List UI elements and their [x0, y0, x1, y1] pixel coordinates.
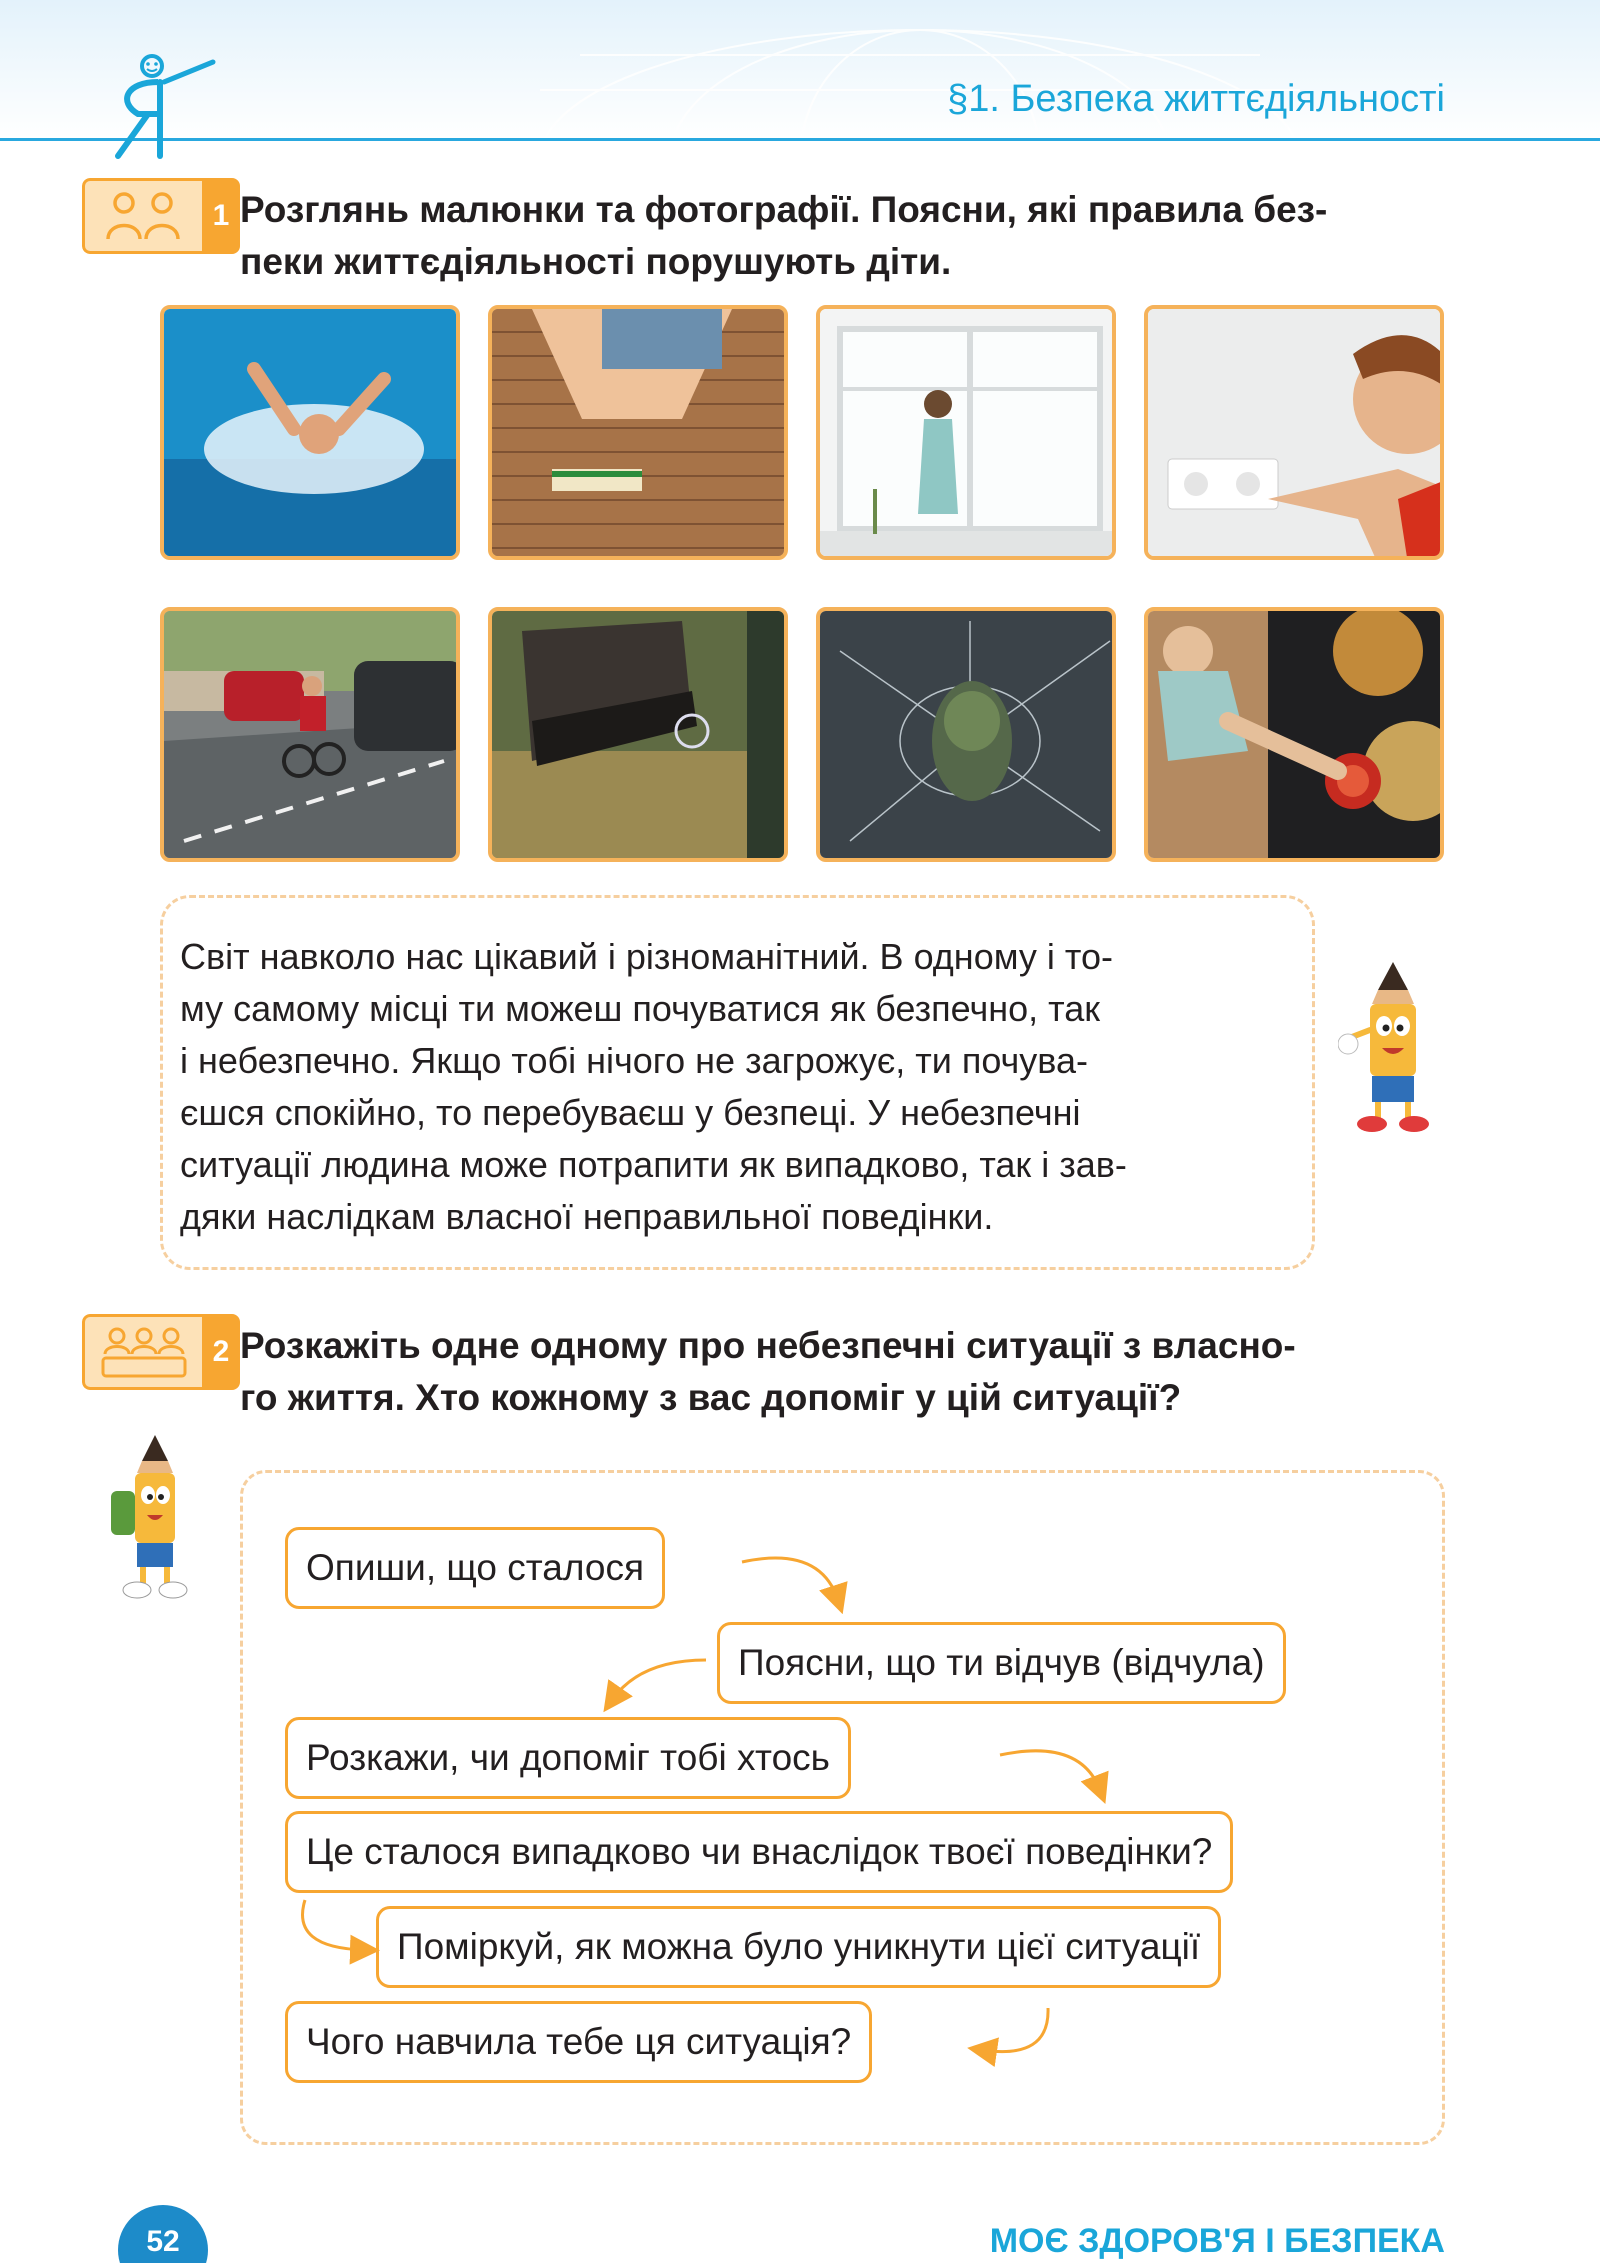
task-1-heading-line-2: пеки життєдіяльності порушують діти.	[240, 241, 952, 282]
task-2-heading-line-2: го життя. Хто кожному з вас допоміг у цій ситуації?	[240, 1377, 1182, 1418]
photo-boot-stepping-on-glass	[488, 607, 788, 862]
info-text-line-1: Світ навколо нас цікавий і різноманітний. В одному і то-	[180, 936, 1113, 977]
info-text-line-2: му самому місці ти можеш почуватися як безпечно, так	[180, 988, 1100, 1029]
photo-drowning-child	[160, 305, 460, 560]
group-work-icon	[82, 1314, 202, 1390]
task-1-heading-line-1: Розглянь малюнки та фотографії. Поясни, які правила без-	[240, 189, 1328, 230]
pencil-mascot-with-backpack	[105, 1433, 205, 1608]
info-text-line-4: єшся спокійно, то перебуваєш у безпеці. У небезпечні	[180, 1092, 1081, 1133]
photo-child-with-matches	[488, 305, 788, 560]
flow-step-3: Розкажи, чи допоміг тобі хтось	[285, 1717, 851, 1799]
flow-step-5: Поміркуй, як можна було уникнути цієї ситуації	[376, 1906, 1221, 1988]
header-rule	[0, 138, 1600, 141]
photo-child-at-window	[816, 305, 1116, 560]
ya-logo	[108, 52, 218, 162]
flow-step-6: Чого навчила тебе ця ситуація?	[285, 2001, 872, 2083]
task-badge-1	[82, 178, 240, 254]
info-text-line-3: і небезпечно. Якщо тобі нічого не загрожує, ти почува-	[180, 1040, 1089, 1081]
info-text-line-6: дяки наслідкам власної неправильної поведінки.	[180, 1196, 994, 1237]
task-number-2: 2	[202, 1314, 240, 1390]
flow-step-4: Це сталося випадково чи внаслідок твоєї поведінки?	[285, 1811, 1233, 1893]
page-number: 52	[118, 2205, 208, 2263]
flow-step-1: Опиши, що сталося	[285, 1527, 665, 1609]
pencil-mascot	[1338, 960, 1448, 1140]
flow-step-2: Поясни, що ти відчув (відчула)	[717, 1622, 1286, 1704]
photo-child-at-stove	[1144, 607, 1444, 862]
pair-work-icon	[82, 178, 202, 254]
photo-foot-on-cracked-ice	[816, 607, 1116, 862]
task-number-1: 1	[202, 178, 240, 254]
task-2-heading-line-1: Розкажіть одне одному про небезпечні ситуації з власно-	[240, 1325, 1296, 1366]
photo-child-at-socket	[1144, 305, 1444, 560]
photo-cyclist-on-road	[160, 607, 460, 862]
info-text-line-5: ситуації людина може потрапити як випадково, так і зав-	[180, 1144, 1127, 1185]
section-title: §1. Безпека життєдіяльності	[947, 78, 1445, 120]
book-title: МОЄ ЗДОРОВ'Я І БЕЗПЕКА	[989, 2222, 1445, 2260]
task-badge-2	[82, 1314, 240, 1390]
